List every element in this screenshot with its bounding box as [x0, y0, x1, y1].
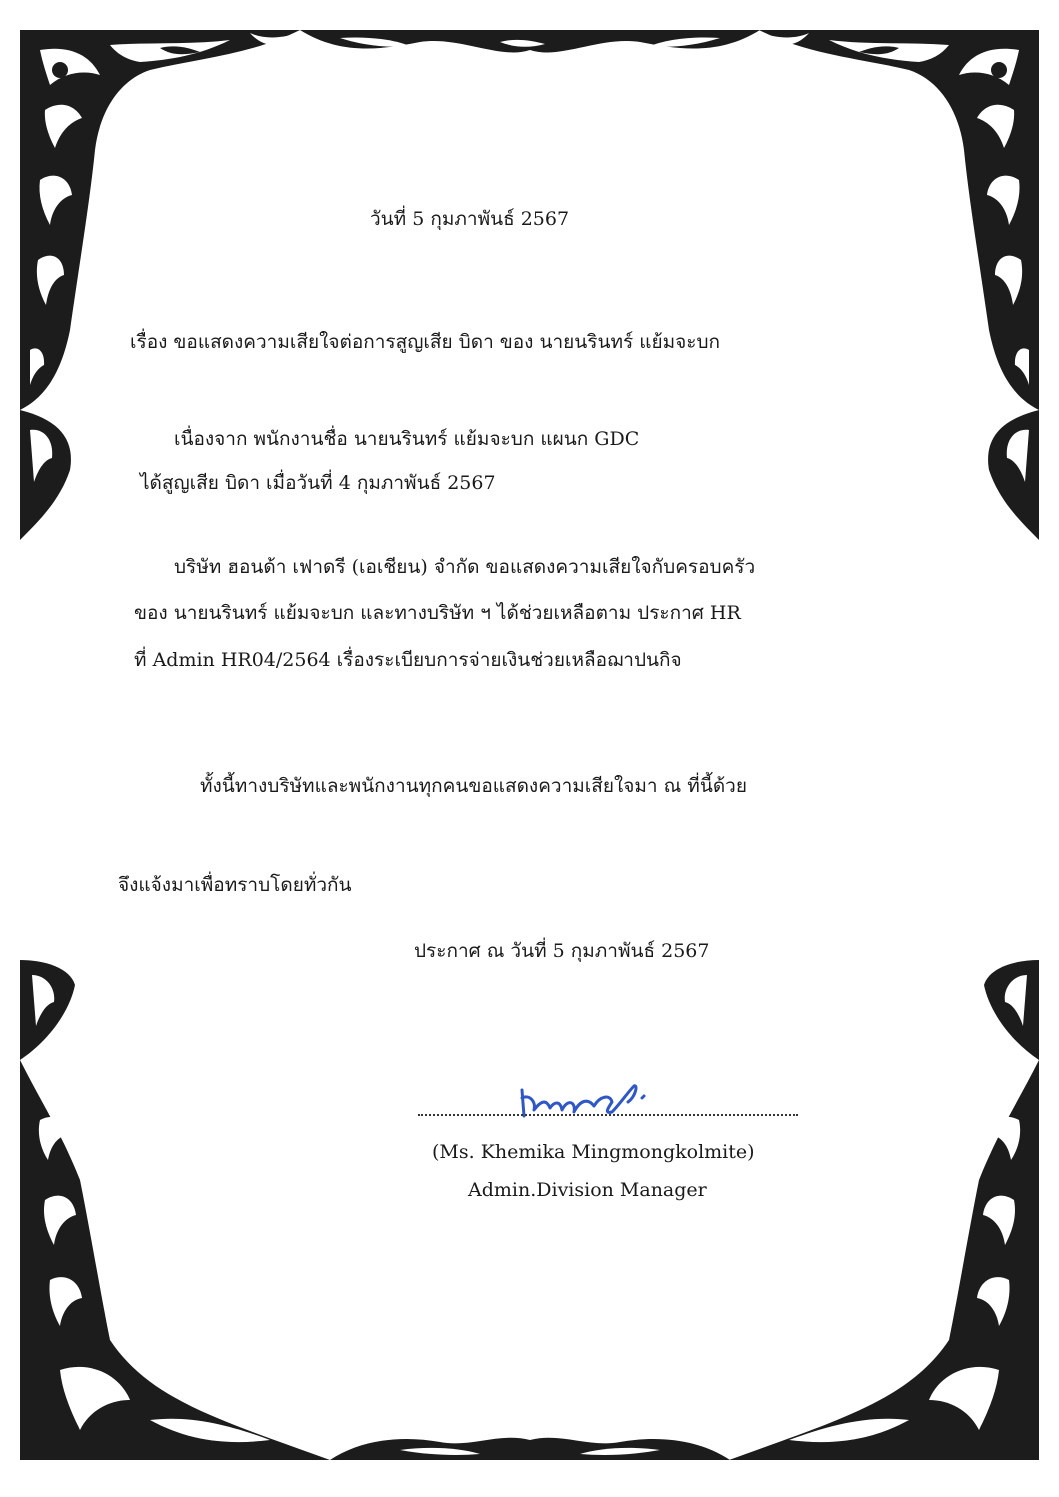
header-date: วันที่ 5 กุมภาพันธ์ 2567 — [370, 208, 570, 230]
announcement-date: ประกาศ ณ วันที่ 5 กุมภาพันธ์ 2567 — [414, 940, 710, 962]
handwritten-signature — [516, 1068, 676, 1128]
paragraph-2-line-2: ของ นายนรินทร์ แย้มจะบก และทางบริษัท ฯ ได้ช่วยเหลือตาม ประกาศ HR — [134, 602, 741, 624]
signature-dotted-line — [418, 1112, 798, 1116]
closing-line: จึงแจ้งมาเพื่อทราบโดยทั่วกัน — [118, 874, 352, 896]
paragraph-2-line-3: ที่ Admin HR04/2564 เรื่องระเบียบการจ่ายเงินช่วยเหลือฌาปนกิจ — [134, 649, 682, 671]
signer-name: (Ms. Khemika Mingmongkolmite) — [432, 1141, 755, 1163]
paragraph-1-line-1: เนื่องจาก พนักงานชื่อ นายนรินทร์ แย้มจะบก แผนก GDC — [174, 428, 640, 450]
paragraph-2-line-1: บริษัท ฮอนด้า เฟาดรี (เอเชียน) จำกัด ขอแสดงความเสียใจกับครอบครัว — [174, 556, 756, 578]
paragraph-3: ทั้งนี้ทางบริษัทและพนักงานทุกคนขอแสดงความเสียใจมา ณ ที่นี้ด้วย — [200, 775, 747, 797]
subject-line: เรื่อง ขอแสดงความเสียใจต่อการสูญเสีย บิดา ของ นายนรินทร์ แย้มจะบก — [130, 331, 721, 353]
signer-title: Admin.Division Manager — [468, 1179, 707, 1201]
paragraph-1-line-2: ได้สูญเสีย บิดา เมื่อวันที่ 4 กุมภาพันธ์ 2567 — [140, 472, 496, 494]
